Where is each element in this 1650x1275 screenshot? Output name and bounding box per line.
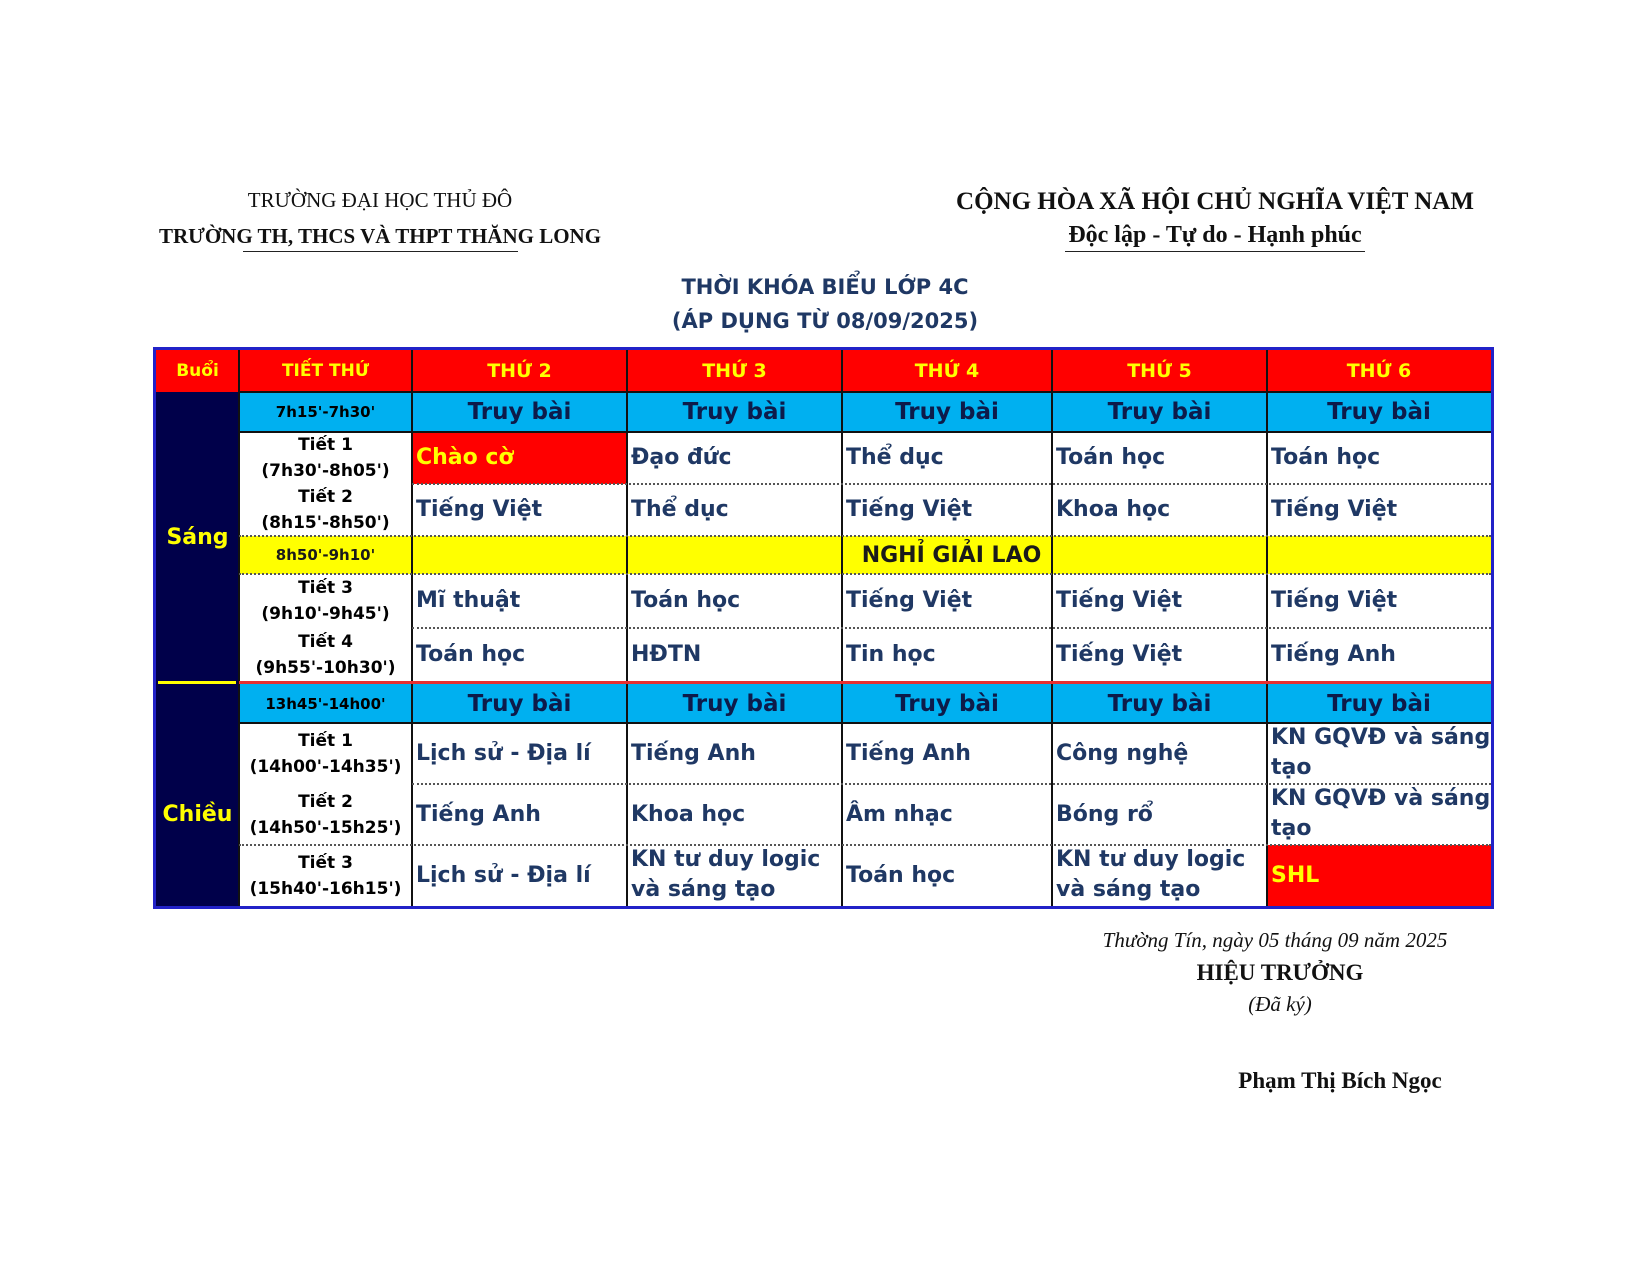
period-name: Tiết 1 [298, 730, 353, 751]
period-time: (14h00'-14h35') [249, 756, 402, 777]
grid-line [239, 431, 1491, 433]
period-name: Tiết 4 [298, 632, 353, 652]
subject-cell: Khoa học [1056, 497, 1171, 522]
grid-line [239, 391, 1491, 393]
subject-cell: Thể dục [631, 497, 729, 522]
grid-line [239, 573, 1491, 575]
subject-cell: Tiếng Việt [846, 497, 973, 522]
grid-line [239, 844, 1491, 846]
document-title: THỜI KHÓA BIỂU LỚP 4C [681, 275, 969, 299]
subject-cell: KN GQVĐ và sáng tạo [1271, 725, 1491, 780]
break-time: 8h50'-9h10' [239, 536, 412, 574]
subject-cell: Lịch sử - Địa lí [416, 740, 591, 766]
period-time: (15h40'-16h15') [249, 878, 402, 899]
school-name: TRƯỜNG TH, THCS VÀ THPT THĂNG LONG [158, 224, 602, 248]
timetable [153, 347, 1494, 909]
school-underline [243, 251, 518, 252]
session-afternoon: Chiều [156, 723, 239, 906]
grid-line [412, 483, 1491, 485]
truy-bai-thu-5: Truy bài [1052, 684, 1267, 723]
time-truy-bai-afternoon: 13h45'-14h00' [239, 684, 412, 723]
subject-cell: KN GQVĐ và sáng tạo [1271, 786, 1491, 841]
session-separator [239, 681, 1491, 684]
truy-bai-thu-4: Truy bài [842, 684, 1052, 723]
national-motto: Độc lập - Tự do - Hạnh phúc [1068, 222, 1362, 248]
subject-cell: Tiếng Anh [1271, 642, 1396, 667]
subject-cell: HĐTN [631, 642, 702, 667]
period-afternoon-1 [239, 723, 412, 784]
subject-cell: Tin học [846, 642, 936, 667]
principal-name: Phạm Thị Bích Ngọc [1238, 1068, 1442, 1093]
national-title: CỘNG HÒA XÃ HỘI CHỦ NGHĨA VIỆT NAM [956, 188, 1474, 215]
period-afternoon-2 [239, 784, 412, 845]
time-truy-bai-morning: 7h15'-7h30' [239, 392, 412, 432]
header-tiet-thu: TIẾT THỨ [239, 350, 412, 392]
truy-bai-thu-6: Truy bài [1267, 684, 1491, 723]
header-thu-2: THỨ 2 [412, 350, 627, 392]
school-header [130, 188, 630, 252]
subject-cell: Tiếng Việt [416, 497, 543, 522]
truy-bai-thu-2: Truy bài [412, 392, 627, 432]
truy-bai-thu-6: Truy bài [1267, 392, 1491, 432]
subject-cell: Toán học [631, 588, 741, 613]
period-morning-1 [239, 432, 412, 484]
truy-bai-thu-3: Truy bài [627, 392, 842, 432]
subject-cell: Âm nhạc [846, 801, 953, 827]
subject-cell: Tiếng Anh [631, 740, 756, 766]
truy-bai-thu-5: Truy bài [1052, 392, 1267, 432]
motto-underline [1065, 251, 1365, 252]
subject-cell: SHL [1267, 845, 1491, 906]
grid-line [238, 350, 240, 906]
subject-cell: Tiếng Việt [1271, 497, 1398, 522]
subject-cell: Chào cờ [412, 432, 627, 484]
national-header [925, 188, 1505, 252]
session-morning: Sáng [156, 392, 239, 682]
period-name: Tiết 3 [298, 578, 353, 598]
period-name: Tiết 3 [298, 852, 353, 873]
grid-line [239, 535, 1491, 537]
subject-cell: Tiếng Anh [846, 740, 971, 766]
document-subtitle: (ÁP DỤNG TỪ 08/09/2025) [671, 309, 979, 333]
subject-cell: KN tư duy logic và sáng tạo [631, 847, 821, 902]
period-morning-4 [239, 628, 412, 682]
truy-bai-thu-2: Truy bài [412, 684, 627, 723]
period-time: (9h10'-9h45') [261, 604, 390, 624]
subject-cell: Đạo đức [631, 445, 732, 470]
header-thu-5: THỨ 5 [1052, 350, 1267, 392]
subject-cell: Bóng rổ [1056, 801, 1153, 827]
subject-cell: Toán học [416, 642, 526, 667]
subject-cell: Tiếng Việt [1271, 588, 1398, 613]
period-time: (9h55'-10h30') [255, 658, 396, 678]
signed-note: (Đã ký) [1248, 992, 1312, 1016]
subject-cell: Tiếng Việt [1056, 588, 1183, 613]
period-name: Tiết 2 [298, 487, 353, 507]
grid-line [239, 722, 1491, 724]
period-name: Tiết 1 [298, 435, 353, 455]
header-buoi: Buổi [156, 350, 239, 392]
university-name: TRƯỜNG ĐẠI HỌC THỦ ĐÔ [247, 188, 513, 212]
subject-cell: Thể dục [846, 445, 944, 470]
subject-cell: Mĩ thuật [416, 588, 521, 613]
subject-cell: Tiếng Anh [416, 801, 541, 827]
subject-cell: Toán học [846, 862, 956, 888]
subject-cell: Tiếng Việt [846, 588, 973, 613]
principal-title: HIỆU TRƯỞNG [1196, 960, 1364, 985]
period-morning-3 [239, 574, 412, 628]
header-thu-6: THỨ 6 [1267, 350, 1491, 392]
period-afternoon-3 [239, 845, 412, 906]
period-time: (8h15'-8h50') [261, 513, 390, 533]
place-date: Thường Tín, ngày 05 tháng 09 năm 2025 [1102, 928, 1448, 952]
header-thu-3: THỨ 3 [627, 350, 842, 392]
header-thu-4: THỨ 4 [842, 350, 1052, 392]
period-time: (14h50'-15h25') [249, 817, 402, 838]
truy-bai-thu-4: Truy bài [842, 392, 1052, 432]
session-yellow-line [158, 681, 236, 684]
grid-line [412, 627, 1491, 629]
subject-cell: Toán học [1056, 445, 1166, 470]
period-time: (7h30'-8h05') [261, 461, 390, 481]
session-divider-blank [156, 682, 239, 723]
subject-cell: Tiếng Việt [1056, 642, 1183, 667]
subject-cell: KN tư duy logic và sáng tạo [1056, 847, 1246, 902]
subject-cell: Công nghệ [1056, 740, 1189, 766]
period-name: Tiết 2 [298, 791, 353, 812]
subject-cell: Khoa học [631, 801, 746, 827]
grid-line [412, 783, 1491, 785]
subject-cell: Toán học [1271, 445, 1381, 470]
subject-cell: Lịch sử - Địa lí [416, 862, 591, 888]
truy-bai-thu-3: Truy bài [627, 684, 842, 723]
period-morning-2 [239, 484, 412, 536]
break-label: NGHỈ GIẢI LAO [412, 536, 1491, 574]
